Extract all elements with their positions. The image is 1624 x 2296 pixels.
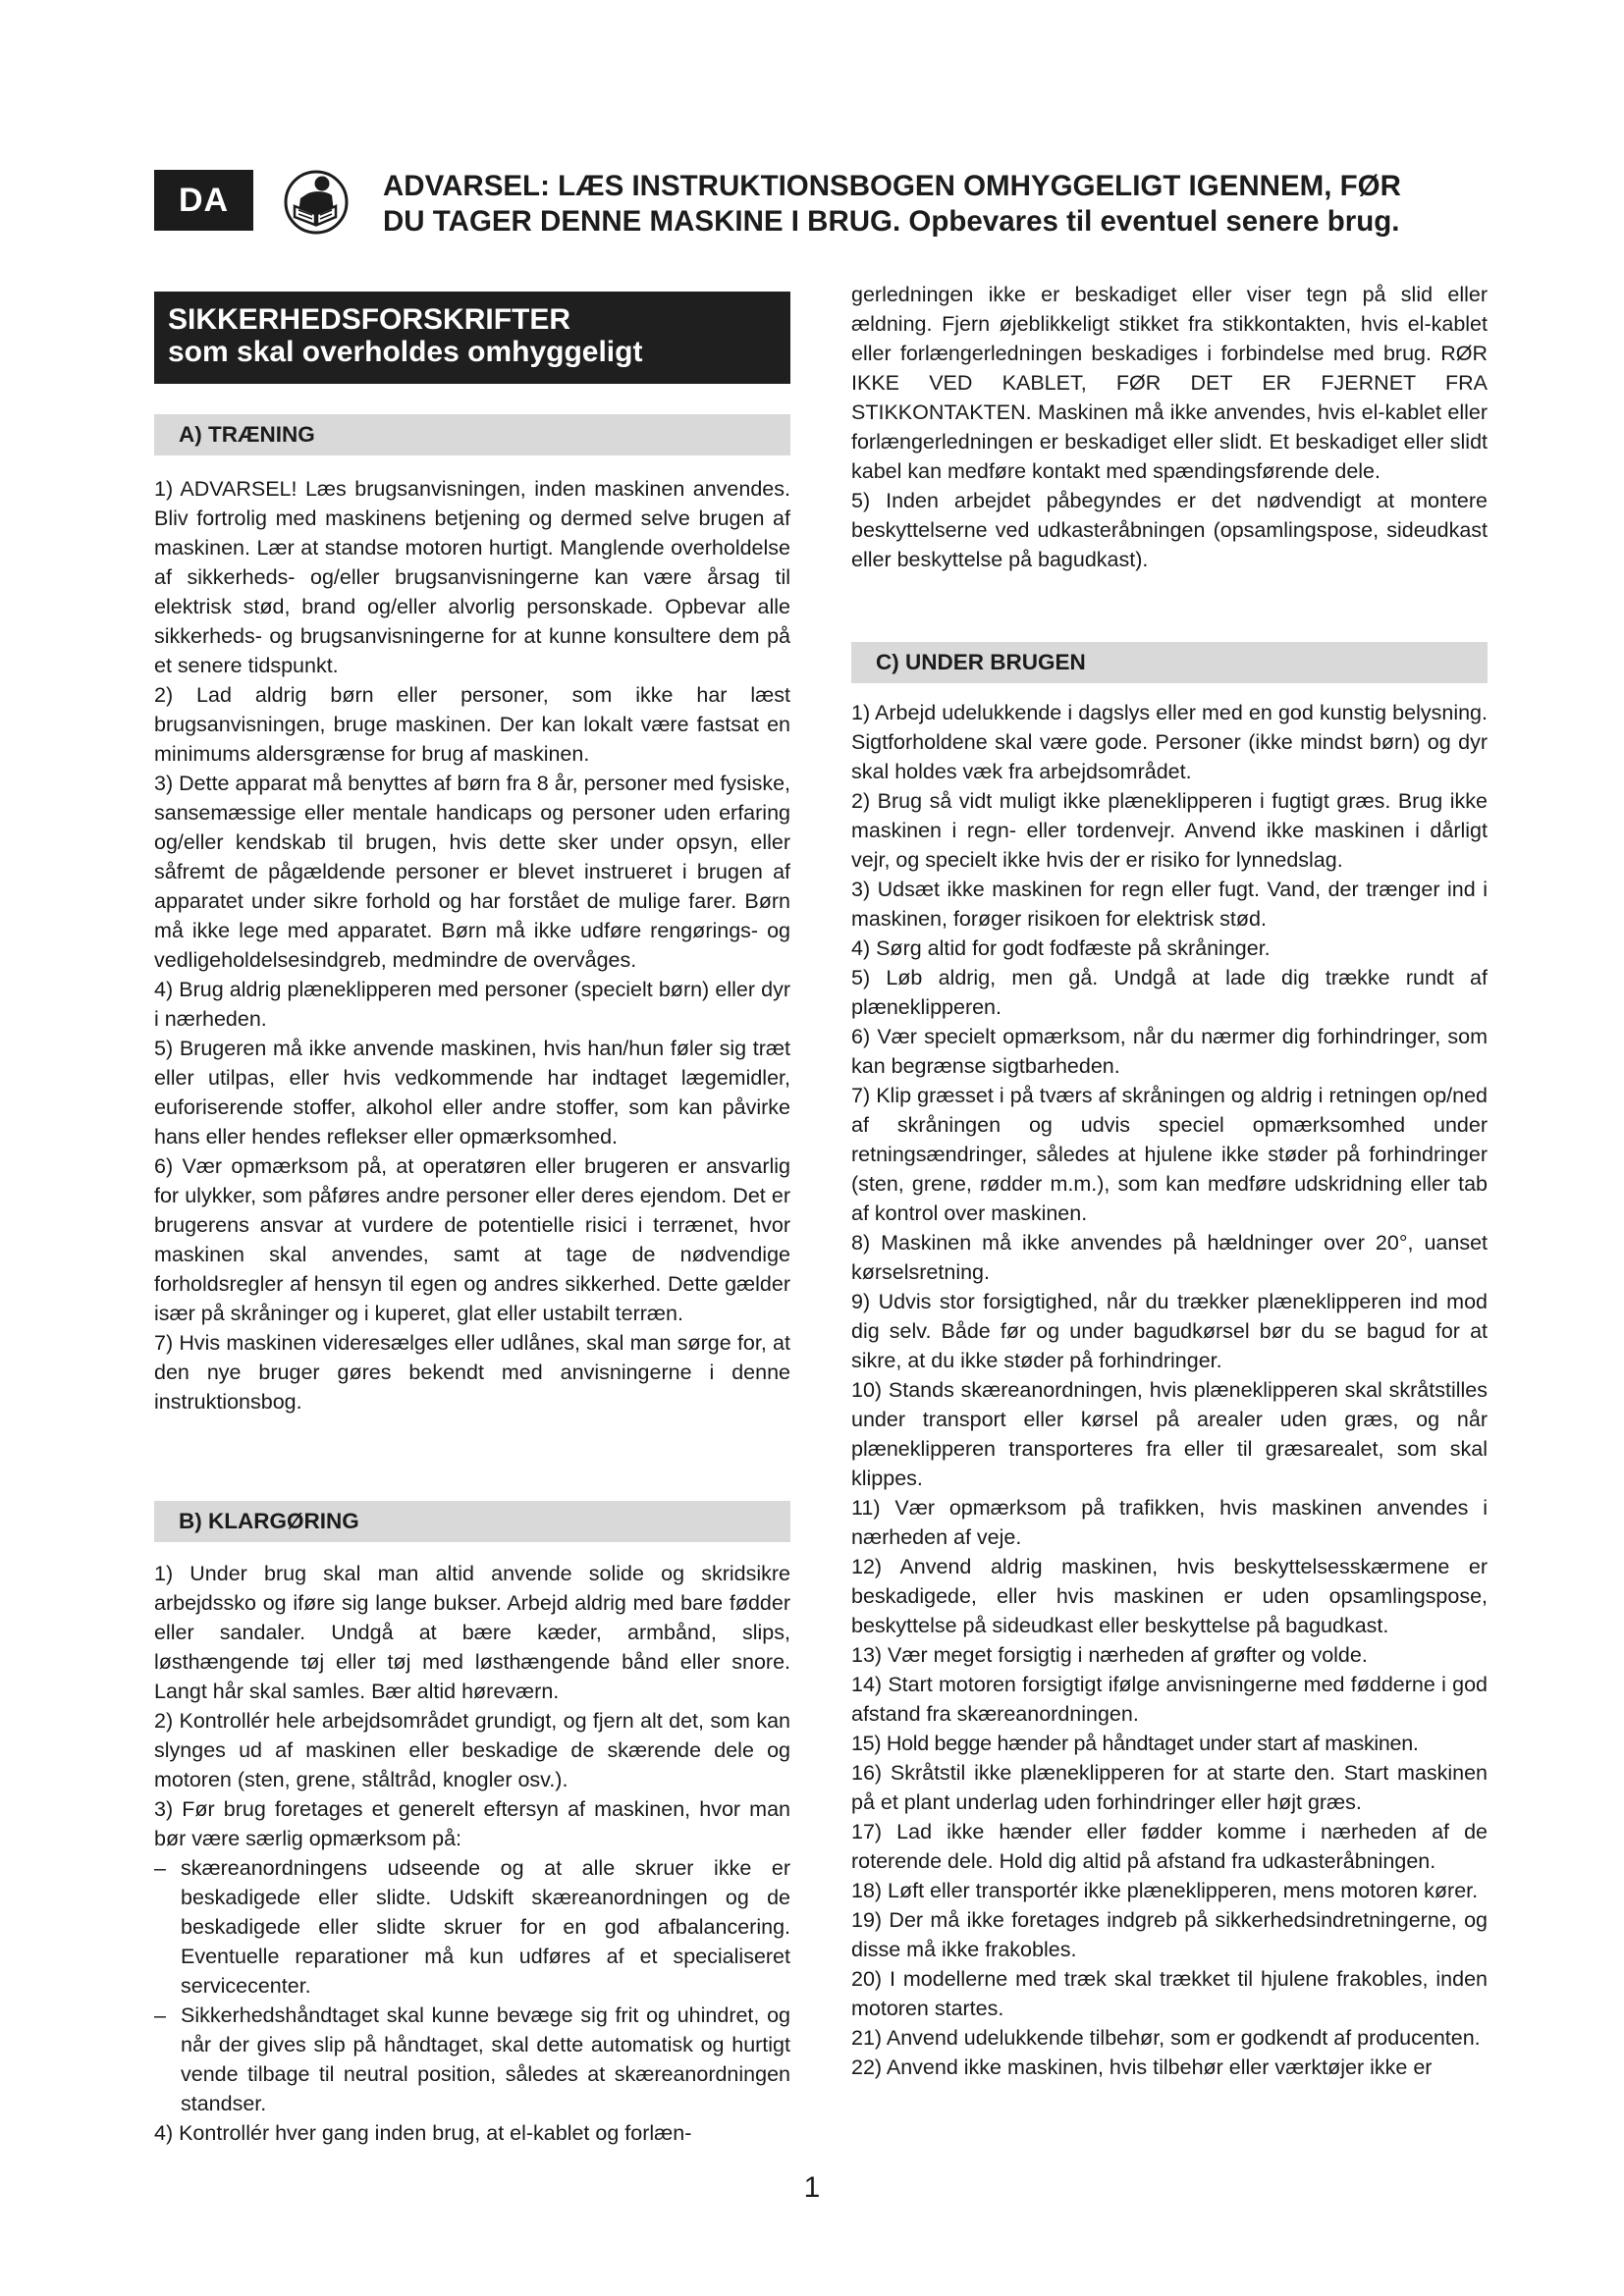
paragraph: 5) Brugeren må ikke anvende maskinen, hvis han/hun føler sig træt eller utilpas, eller hvis vedkommende har indtaget lægemidler, euforiserende stoffer, alkohol eller andre stoffer, som kan påvirke hans eller hendes reflekser eller opmærksomhed.: [154, 1037, 790, 1148]
paragraph: 16) Skråtstil ikke plæneklipperen for at starte den. Start maskinen på et plant underlag uden forhindringer eller højt græs.: [851, 1761, 1488, 1814]
page-number: 1: [803, 2171, 821, 2204]
paragraph: 18) Løft eller transportér ikke plæneklipperen, mens motoren kører.: [851, 1879, 1479, 1902]
section-b-heading: [154, 1501, 790, 1542]
paragraph: 11) Vær opmærksom på trafikken, hvis maskinen anvendes i nærheden af veje.: [851, 1496, 1488, 1549]
section-c-body: [851, 698, 1488, 2082]
paragraph: 3) Før brug foretages et generelt eftersyn af maskinen, hvor man bør være særlig opmærksom på:: [154, 1797, 790, 1850]
paragraph: 15) Hold begge hænder på håndtaget under start af maskinen.: [851, 1732, 1419, 1755]
paragraph: 10) Stands skæreanordningen, hvis plæneklipperen skal skråtstilles under transport eller kørsel på arealer uden græs, og når plæneklipperen transporteres fra eller til græsarealet, som skal klippes.: [851, 1378, 1488, 1490]
paragraph: 7) Klip græsset i på tværs af skråningen og aldrig i retningen op/ned af skråningen og udvis speciel opmærksomhed under retningsændringer, således at hjulene ikke støder på forhindringer (sten, grene, rødder m.m.), som kan medføre udskridning eller tab af kontrol over maskinen.: [851, 1084, 1488, 1225]
paragraph: 2) Lad aldrig børn eller personer, som ikke har læst brugsanvisningen, bruge maskinen. Der kan lokalt være fastsat en minimums aldersgrænse for brug af maskinen.: [154, 683, 790, 766]
section-b-heading-text: B) KLARGØRING: [179, 1509, 359, 1533]
dash-bullet: –: [154, 2003, 166, 2027]
paragraph: 1) Arbejd udelukkende i dagslys eller med en god kunstig belysning. Sigtforholdene skal være gode. Personer (ikke mindst børn) og dyr skal holdes væk fra arbejdsområdet.: [851, 701, 1488, 783]
language-code: DA: [178, 181, 230, 219]
section-a-body: [154, 474, 790, 1416]
paragraph: 14) Start motoren forsigtigt ifølge anvisningerne med fødderne i god afstand fra skæreanordningen.: [851, 1673, 1488, 1726]
section-a-heading: [154, 414, 790, 455]
paragraph: gerledningen ikke er beskadiget eller viser tegn på slid eller ældning. Fjern øjeblikkeligt stikket fra stikkontakten, hvis el-kablet eller forlængerledningen beskadiges i forbindelse med brug. RØR IKKE VED KABLET, FØR DET ER FJERNET FRA STIKKONTAKTEN. Maskinen må ikke anvendes, hvis el-kablet eller forlængerledningen er beskadiget eller slidt. Et beskadiget eller slidt kabel kan medføre kontakt med spændingsførende dele.: [851, 283, 1488, 483]
language-badge: [154, 170, 253, 231]
paragraph: 6) Vær opmærksom på, at operatøren eller brugeren er ansvarlig for ulykker, som påføres andre personer eller deres ejendom. Det er brugerens ansvar at vurdere de potentielle risici i terrænet, hvor maskinen skal anvendes, samt at tage de nødvendige forholdsregler af hensyn til egen og andres sikkerhed. Dette gælder især på skråninger og i kuperet, glat eller ustabilt terræn.: [154, 1154, 790, 1325]
paragraph: 2) Brug så vidt muligt ikke plæneklipperen i fugtigt græs. Brug ikke maskinen i regn- eller tordenvejr. Anvend ikke maskinen i dårligt vejr, og specielt ikke hvis der er risiko for lynnedslag.: [851, 789, 1488, 872]
list-item-text: Sikkerhedshåndtaget skal kunne bevæge sig frit og uhindret, og når der gives slip på håndtaget, skal dette automatisk og hurtigt vende tilbage til neutral position, således at skæreanordningen standser.: [181, 2003, 790, 2115]
banner-title: SIKKERHEDSFORSKRIFTER: [168, 303, 571, 336]
banner-subtitle: som skal overholdes omhyggeligt: [168, 336, 643, 368]
paragraph: 21) Anvend udelukkende tilbehør, som er godkendt af producenten.: [851, 2026, 1481, 2050]
paragraph: 7) Hvis maskinen videresælges eller udlånes, skal man sørge for, at den nye bruger gøres bekendt med anvisningerne i denne instruktionsbog.: [154, 1331, 790, 1414]
list-item-text: skæreanordningens udseende og at alle skruer ikke er beskadigede eller slidte. Udskift skæreanordningen og de beskadigede eller slidte skruer for en god afbalancering. Eventuelle reparationer må kun udføres af et specialiseret servicecenter.: [181, 1856, 790, 1998]
right-column-continuation: [851, 280, 1488, 574]
paragraph: 4) Kontrollér hver gang inden brug, at el-kablet og forlæn-: [154, 2121, 692, 2145]
paragraph: 8) Maskinen må ikke anvendes på hældninger over 20°, uanset kørselsretning.: [851, 1231, 1488, 1284]
paragraph: 2) Kontrollér hele arbejdsområdet grundigt, og fjern alt det, som kan slynges ud af maskinen eller beskadige de skærende dele og motoren (sten, grene, ståltråd, knogler osv.).: [154, 1709, 790, 1791]
warning-line-1: ADVARSEL: LÆS INSTRUKTIONSBOGEN OMHYGGELIGT IGENNEM, FØR: [383, 170, 1401, 202]
paragraph: 3) Dette apparat må benyttes af børn fra 8 år, personer med fysiske, sansemæssige eller mentale handicaps og personer uden erfaring og/eller kendskab til brugen, hvis dette sker under opsyn, eller såfremt de pågældende personer er blevet instrueret i brugen af apparatet under sikre forhold og har forstået de mulige farer. Børn må ikke lege med apparatet. Børn må ikke udføre rengørings- og vedligeholdelsesindgreb, medmindre de overvåges.: [154, 772, 790, 972]
paragraph: 22) Anvend ikke maskinen, hvis tilbehør eller værktøjer ikke er: [851, 2056, 1433, 2079]
warning-line-2: DU TAGER DENNE MASKINE I BRUG. Opbevares til eventuel senere brug.: [383, 205, 1400, 238]
paragraph: 3) Udsæt ikke maskinen for regn eller fugt. Vand, der trænger ind i maskinen, forøger risikoen for elektrisk stød.: [851, 878, 1488, 931]
paragraph: 9) Udvis stor forsigtighed, når du trækker plæneklipperen ind mod dig selv. Både før og under bagudkørsel bør du se bagud for at sikre, at du ikke støder på forhindringer.: [851, 1290, 1488, 1372]
section-a-heading-text: A) TRÆNING: [179, 422, 315, 447]
paragraph: 4) Sørg altid for godt fodfæste på skråninger.: [851, 936, 1271, 960]
paragraph: 12) Anvend aldrig maskinen, hvis beskyttelsesskærmene er beskadigede, eller hvis maskinen er uden opsamlingspose, beskyttelse på sideudkast eller beskyttelse på bagudkast.: [851, 1555, 1488, 1637]
list-item: [154, 2001, 790, 2118]
paragraph: 1) ADVARSEL! Læs brugsanvisningen, inden maskinen anvendes. Bliv fortrolig med maskinens betjening og dermed selve brugen af maskinen. Lær at standse motoren hurtigt. Manglende overholdelse af sikkerheds- og/eller brugsanvisningerne kan være årsag til elektrisk stød, brand og/eller alvorlig personskade. Opbevar alle sikkerheds- og brugsanvisningerne for at kunne konsultere dem på et senere tidspunkt.: [154, 477, 790, 677]
read-manual-icon: [283, 169, 350, 236]
paragraph: 17) Lad ikke hænder eller fødder komme i nærheden af de roterende dele. Hold dig altid på afstand fra udkasteråbningen.: [851, 1820, 1488, 1873]
paragraph: 4) Brug aldrig plæneklipperen med personer (specielt børn) eller dyr i nærheden.: [154, 978, 790, 1031]
paragraph: 20) I modellerne med træk skal trækket til hjulene frakobles, inden motoren startes.: [851, 1967, 1488, 2020]
paragraph: 1) Under brug skal man altid anvende solide og skridsikre arbejdssko og iføre sig lange bukser. Arbejd aldrig med bare fødder eller sandaler. Undgå at bære kæder, armbånd, slips, løsthængende tøj eller tøj med løsthængende bånd eller snore. Langt hår skal samles. Bær altid høreværn.: [154, 1562, 790, 1703]
list-item: [154, 1853, 790, 2001]
section-c-heading-text: C) UNDER BRUGEN: [876, 650, 1086, 674]
section-b-body: [154, 1559, 790, 2148]
safety-rules-banner: [154, 292, 790, 384]
paragraph: 6) Vær specielt opmærksom, når du nærmer dig forhindringer, som kan begrænse sigtbarheden.: [851, 1025, 1488, 1078]
section-c-heading: [851, 642, 1488, 683]
paragraph: 5) Løb aldrig, men gå. Undgå at lade dig trække rundt af plæneklipperen.: [851, 966, 1488, 1019]
paragraph: 5) Inden arbejdet påbegyndes er det nødvendigt at montere beskyttelserne ved udkasteråbningen (opsamlingspose, sideudkast eller beskyttelse på bagudkast).: [851, 489, 1488, 571]
warning-title: [383, 169, 1483, 240]
paragraph: 19) Der må ikke foretages indgreb på sikkerhedsindretningerne, og disse må ikke frakobles.: [851, 1908, 1488, 1961]
dash-bullet: –: [154, 1856, 166, 1880]
paragraph: 13) Vær meget forsigtig i nærheden af grøfter og volde.: [851, 1643, 1368, 1667]
